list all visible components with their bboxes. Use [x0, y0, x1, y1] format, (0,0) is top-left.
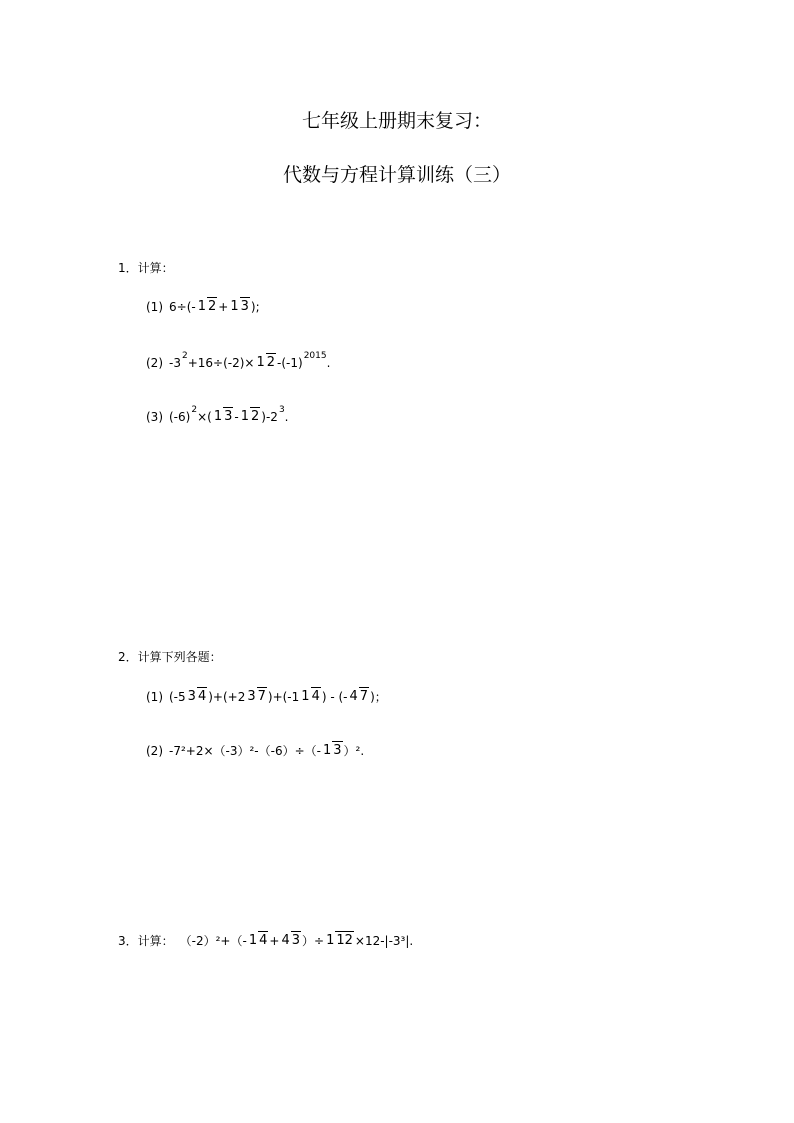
expr-text: ）÷ [302, 934, 325, 948]
expr-text: )+(+2 [208, 689, 246, 704]
question-3-label: 3．计算： [118, 934, 174, 948]
fraction: 1 3 [213, 409, 233, 424]
question-2-part-1 [146, 688, 387, 705]
expr-text: + [269, 933, 280, 948]
expr-text: (- [186, 300, 196, 314]
fraction: 1 4 [301, 688, 320, 704]
expr-text: . [326, 356, 331, 370]
fraction: 1 12 [326, 932, 353, 948]
fraction: 1 2 [256, 355, 276, 370]
question-1-part-3 [146, 405, 289, 424]
expr-text: ) - (- [321, 689, 348, 704]
expr-text: (-5 [169, 689, 186, 704]
expr-text: 6÷ [169, 300, 187, 314]
expr-text: ×( [197, 410, 212, 424]
fraction: 3 4 [187, 688, 207, 704]
part-tag: (1) [146, 300, 163, 314]
fraction: 4 3 [281, 932, 300, 948]
expr-text: ); [250, 300, 260, 314]
fraction: 1 4 [248, 932, 268, 948]
expr-text: )； [370, 690, 387, 704]
expr-text: - [234, 410, 239, 424]
exponent: 2 [191, 405, 198, 415]
question-1-part-1 [146, 300, 260, 314]
expr-text: -(-1) [277, 356, 303, 370]
question-3 [118, 932, 413, 949]
fraction: 1 2 [240, 409, 260, 424]
part-tag: (3) [146, 410, 163, 424]
expr-text: (-6) [169, 410, 191, 424]
expr-text: -3 [169, 356, 181, 370]
exponent: 3 [278, 405, 285, 415]
exponent: 2015 [303, 351, 327, 361]
expr-text: )-2 [261, 410, 278, 424]
fraction: 1 3 [230, 299, 249, 314]
part-tag: (2) [146, 743, 163, 758]
expr-text: . [284, 410, 289, 424]
expr-text: ）². [343, 744, 365, 758]
part-tag: (1) [146, 689, 163, 704]
part-tag: (2) [146, 356, 163, 370]
fraction: 4 7 [349, 688, 369, 704]
expr-text: ×12-|-3³|. [354, 933, 414, 948]
question-2-part-2 [146, 742, 364, 759]
fraction: 1 3 [322, 742, 342, 758]
question-1-part-2 [146, 351, 331, 370]
fraction: 1 2 [197, 299, 217, 314]
expr-text: （-2）²+（- [179, 934, 247, 948]
exponent: 2 [181, 351, 188, 361]
expr-text: -7²+2×（-3）²-（-6）÷（- [169, 744, 321, 758]
page-subtitle: 代数与方程计算训练（三） [282, 164, 511, 186]
fraction: 3 7 [247, 688, 266, 704]
expr-text: + [218, 300, 229, 314]
expr-text: +16÷(-2)× [187, 356, 255, 370]
question-2-label: 2．计算下列各题： [118, 650, 222, 664]
expr-text: )+(-1 [267, 689, 300, 704]
page-title: 七年级上册期末复习： [301, 110, 492, 132]
question-1-label: 1．计算： [118, 261, 174, 275]
